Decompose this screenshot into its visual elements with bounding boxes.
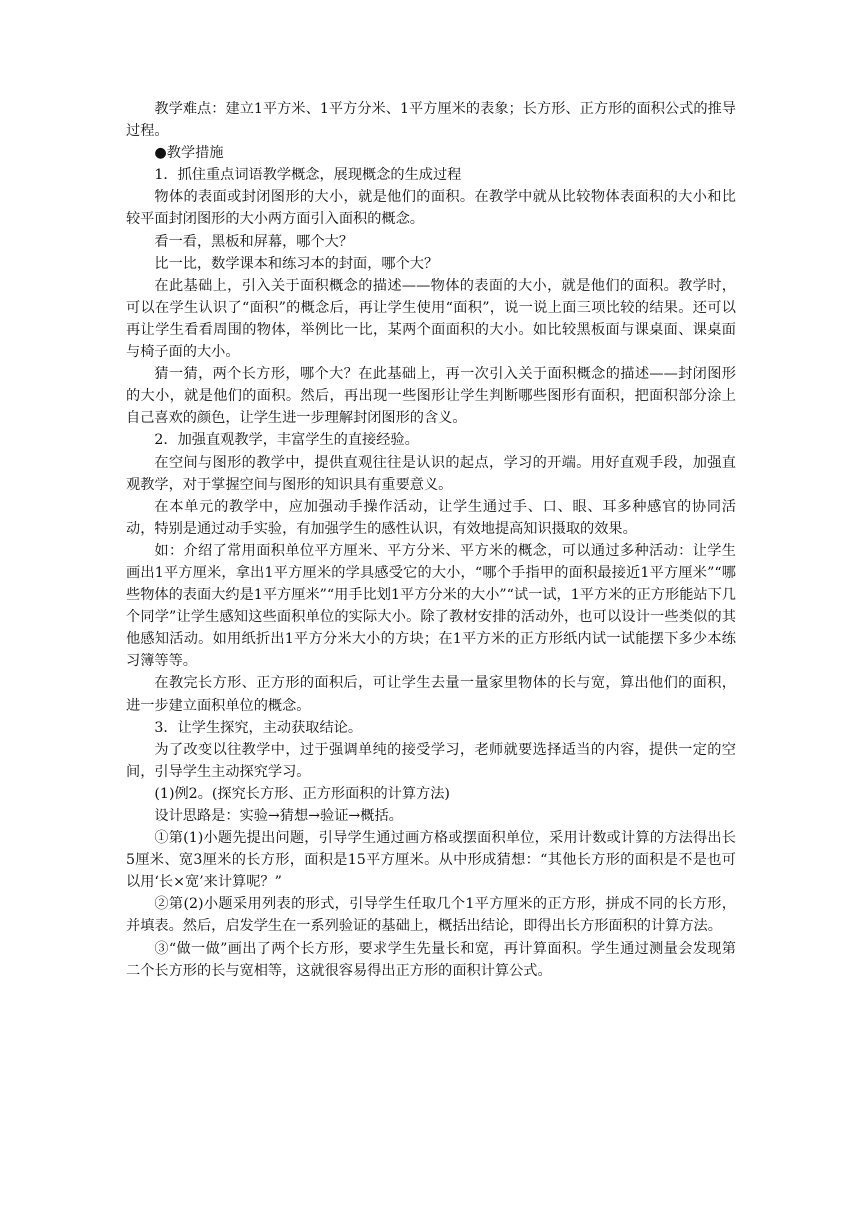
- paragraph: 物体的表面或封闭图形的大小，就是他们的面积。在教学中就从比较物体表面积的大小和比较平面封闭图形的大小两方面引入面积的概念。: [126, 189, 736, 228]
- paragraph-teaching-difficulty: 教学难点：建立1平方米、1平方分米、1平方厘米的表象；长方形、正方形的面积公式的推导过程。: [126, 101, 736, 140]
- paragraph: 在空间与图形的教学中，提供直观往往是认识的起点，学习的开端。用好直观手段，加强直观教学，对于掌握空间与图形的知识具有重要意义。: [126, 454, 736, 493]
- heading-teaching-measures: ●教学措施: [154, 145, 224, 162]
- paragraph: 在教完长方形、正方形的面积后，可让学生去量一量家里物体的长与宽，算出他们的面积，进一步建立面积单位的概念。: [126, 675, 736, 714]
- paragraph: 设计思路是：实验→猜想→验证→概括。: [154, 808, 403, 824]
- section-heading-3: 3．让学生探究，主动获取结论。: [154, 719, 363, 736]
- paragraph: 比一比，数学课本和练习本的封面，哪个大？: [154, 255, 439, 272]
- paragraph: 猜一猜，两个长方形，哪个大？在此基础上，再一次引入关于面积概念的描述——封闭图形的大小，就是他们的面积。然后，再出现一些图形让学生判断哪些图形有面积，把面积部分涂上自己喜欢的颜色，让学生进一步理解封闭图形的含义。: [126, 366, 736, 427]
- paragraph: 如：介绍了常用面积单位平方厘米、平方分米、平方米的概念，可以通过多种活动：让学生画出1平方厘米，拿出1平方厘米的学具感受它的大小，“哪个手指甲的面积最接近1平方厘米”“哪些物体的表面大约是1平方厘米”“用手比划1平方分米的大小”“试一试，1平方米的正方形能站下几个同学”让学生感知这些面积单位的实际大小。除了教材安排的活动外，也可以设计一些类似的其他感知活动。如用纸折出1平方分米大小的方块；在1平方米的正方形纸内试一试能摆下多少本练习簿等等。: [126, 542, 736, 670]
- paragraph: 在本单元的教学中，应加强动手操作活动，让学生通过手、口、眼、耳多种感官的协同活动，特别是通过动手实验，有加强学生的感性认识，有效地提高知识摄取的效果。: [126, 498, 736, 537]
- paragraph: 看一看，黑板和屏幕，哪个大？: [154, 233, 354, 250]
- paragraph: 为了改变以往教学中，过于强调单纯的接受学习，老师就要选择适当的内容，提供一定的空间，引导学生主动探究学习。: [126, 741, 736, 780]
- paragraph: 在此基础上，引入关于面积概念的描述——物体的表面的大小，就是他们的面积。教学时，可以在学生认识了“面积”的概念后，再让学生使用“面积”，说一说上面三项比较的结果。还可以再让学生看看周围的物体，举例比一比，某两个面面积的大小。如比较黑板面与课桌面、课桌面与椅子面的大小。: [126, 277, 736, 361]
- list-item: ③“做一做”画出了两个长方形，要求学生先量长和宽，再计算面积。学生通过测量会发现第二个长方形的长与宽相等，这就很容易得出正方形的面积计算公式。: [126, 940, 736, 979]
- example-heading: (1)例2。(探究长方形、正方形面积的计算方法): [154, 785, 450, 802]
- document-page: [126, 98, 736, 982]
- section-heading-1: 1．抓住重点词语教学概念，展现概念的生成过程: [154, 167, 462, 184]
- list-item: ②第(2)小题采用列表的形式，引导学生任取几个1平方厘米的正方形，拼成不同的长方形，并填表。然后，启发学生在一系列验证的基础上，概括出结论，即得出长方形面积的计算方法。: [126, 896, 736, 935]
- list-item: ①第(1)小题先提出问题，引导学生通过画方格或摆面积单位，采用计数或计算的方法得出长5厘米、宽3厘米的长方形，面积是15平方厘米。从中形成猜想：“其他长方形的面积是不是也可以用‘长×宽’来计算呢？”: [126, 830, 736, 891]
- section-heading-2: 2．加强直观教学，丰富学生的直接经验。: [154, 432, 419, 449]
